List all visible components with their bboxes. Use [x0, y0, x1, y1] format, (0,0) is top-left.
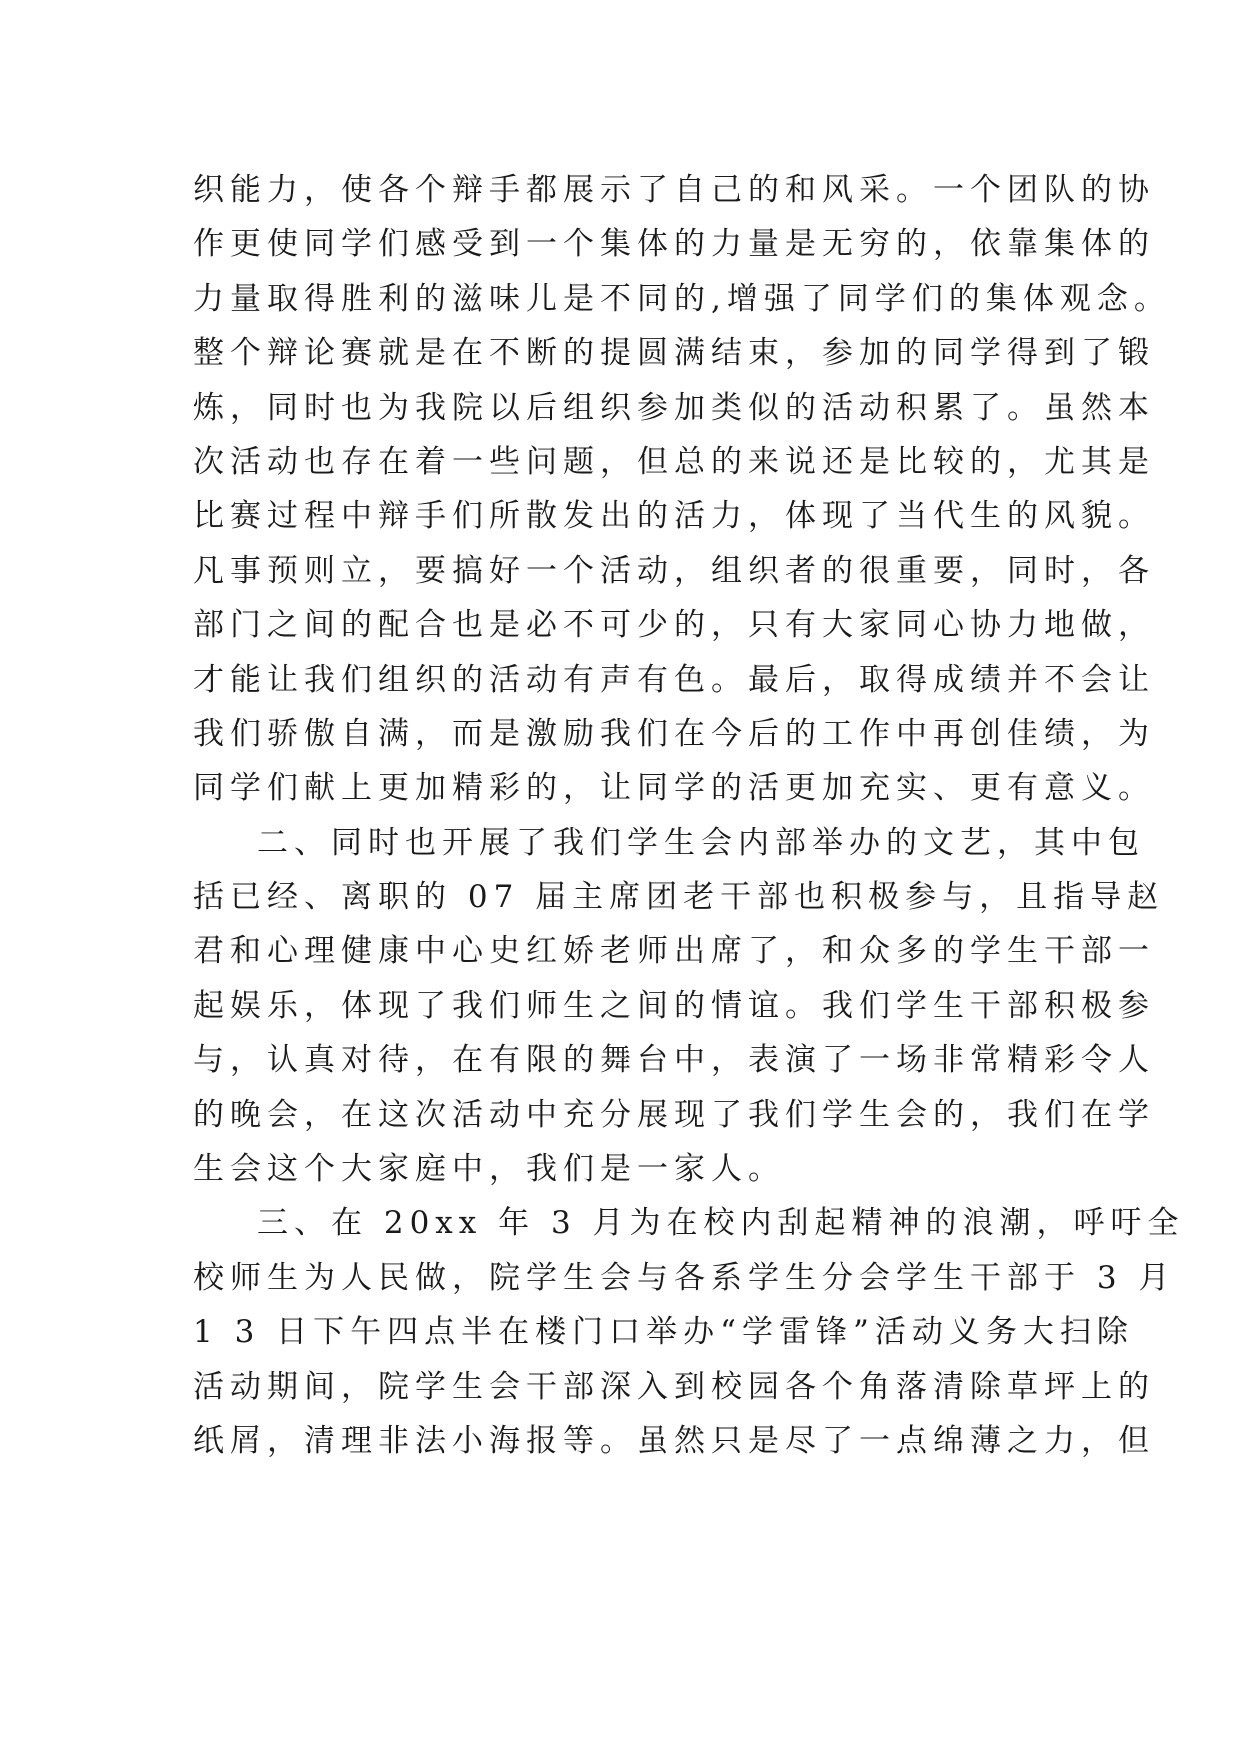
text-line: 炼，同时也为我院以后组织参加类似的活动积累了。虽然本 [193, 389, 1155, 426]
text-line: 纸屑，清理非法小海报等。虽然只是尽了一点绵薄之力，但 [193, 1422, 1155, 1459]
text-line: 校师生为人民做，院学生会与各系学生分会学生干部于 3 月 [193, 1259, 1176, 1296]
text-line: 与，认真对待，在有限的舞台中，表演了一场非常精彩令人 [193, 1042, 1155, 1079]
text-line: 的晚会，在这次活动中充分展现了我们学生会的，我们在学 [193, 1096, 1155, 1133]
text-line: 次活动也存在着一些问题，但总的来说还是比较的，尤其是 [193, 443, 1155, 480]
text-line: 部门之间的配合也是必不可少的，只有大家同心协力地做， [193, 607, 1155, 644]
text-line: 凡事预则立，要搞好一个活动，组织者的很重要，同时，各 [193, 552, 1155, 589]
text-line: 生会这个大家庭中，我们是一家人。 [193, 1151, 785, 1188]
text-line: 同学们献上更加精彩的，让同学的活更加充实、更有意义。 [193, 770, 1155, 807]
text-line: 整个辩论赛就是在不断的提圆满结束，参加的同学得到了锻 [193, 335, 1155, 372]
text-line: 我们骄傲自满，而是激励我们在今后的工作中再创佳绩，为 [193, 715, 1155, 752]
text-line: 括已经、离职的 07 届主席团老干部也积极参与，且指导赵 [193, 879, 1165, 916]
text-line: 君和心理健康中心史红娇老师出席了，和众多的学生干部一 [193, 933, 1155, 970]
text-line: 才能让我们组织的活动有声有色。最后，取得成绩并不会让 [193, 661, 1155, 698]
text-line: 比赛过程中辩手们所散发出的活力，体现了当代生的风貌。 [193, 498, 1155, 535]
text-line: 织能力，使各个辩手都展示了自己的和风采。一个团队的协 [193, 172, 1155, 208]
text-line: 活动期间，院学生会干部深入到校园各个角落清除草坪上的 [193, 1368, 1155, 1405]
text-line: 1 3 日下午四点半在楼门口举办“学雷锋”活动义务大扫除 [193, 1314, 1134, 1351]
paragraph-start-line: 三、在 20xx 年 3 月为在校内刮起精神的浪潮，呼吁全 [257, 1205, 1185, 1242]
paragraph-start-line: 二、同时也开展了我们学生会内部举办的文艺，其中包 [257, 824, 1145, 861]
text-line: 起娱乐，体现了我们师生之间的情谊。我们学生干部积极参 [193, 987, 1155, 1024]
body-text [193, 163, 1185, 1468]
text-line: 力量取得胜利的滋味儿是不同的,增强了同学们的集体观念。 [193, 280, 1171, 317]
text-line: 作更使同学们感受到一个集体的力量是无穷的，依靠集体的 [193, 226, 1155, 263]
